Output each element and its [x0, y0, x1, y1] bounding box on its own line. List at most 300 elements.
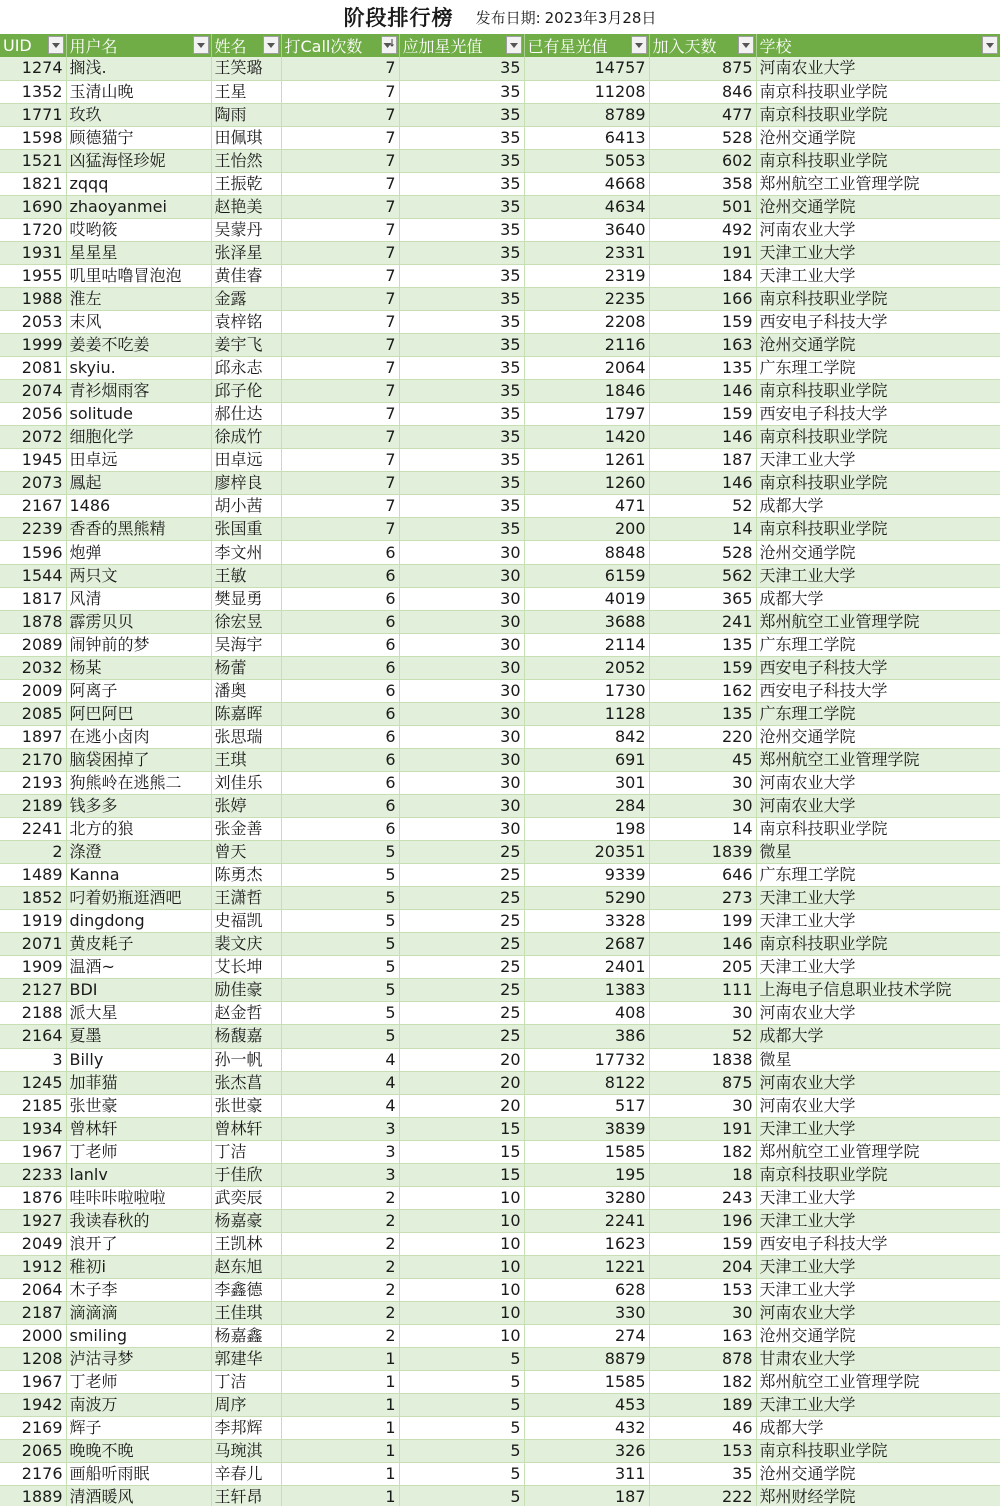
- table-row: [0, 1417, 1000, 1440]
- cell-star-total: 2241: [524, 1209, 649, 1232]
- cell-call-count: 7: [281, 518, 399, 541]
- cell-star-to-add: 5: [399, 1463, 524, 1486]
- cell-uid: 1988: [0, 287, 66, 310]
- cell-uid: 1690: [0, 195, 66, 218]
- filter-dropdown-icon[interactable]: [738, 36, 754, 54]
- cell-real-name: 潘奥: [211, 679, 281, 702]
- cell-school: 西安电子科技大学: [756, 403, 1000, 426]
- cell-star-to-add: 10: [399, 1325, 524, 1348]
- cell-real-name: 王笑璐: [211, 57, 281, 80]
- cell-star-to-add: 5: [399, 1371, 524, 1394]
- cell-uid: 1967: [0, 1371, 66, 1394]
- table-row: [0, 103, 1000, 126]
- table-row: [0, 334, 1000, 357]
- cell-school: 广东理工学院: [756, 633, 1000, 656]
- cell-school: 天津工业大学: [756, 1394, 1000, 1417]
- cell-uid: 3: [0, 1048, 66, 1071]
- cell-star-to-add: 30: [399, 702, 524, 725]
- cell-school: 南京科技职业学院: [756, 933, 1000, 956]
- cell-star-to-add: 25: [399, 887, 524, 910]
- cell-star-total: 284: [524, 795, 649, 818]
- table-row: [0, 748, 1000, 771]
- sort-descending-filter-icon[interactable]: [381, 36, 397, 54]
- cell-username: 风清: [66, 587, 211, 610]
- cell-star-to-add: 5: [399, 1486, 524, 1506]
- cell-call-count: 7: [281, 472, 399, 495]
- cell-call-count: 1: [281, 1440, 399, 1463]
- cell-star-to-add: 35: [399, 172, 524, 195]
- cell-school: 成都大学: [756, 1025, 1000, 1048]
- cell-uid: 2053: [0, 311, 66, 334]
- cell-username: 玉清山晚: [66, 80, 211, 103]
- cell-call-count: 7: [281, 172, 399, 195]
- filter-dropdown-icon[interactable]: [982, 36, 998, 54]
- cell-star-to-add: 35: [399, 334, 524, 357]
- table-row: [0, 1209, 1000, 1232]
- cell-username: 顾德猫宁: [66, 126, 211, 149]
- cell-real-name: 赵东旭: [211, 1255, 281, 1278]
- table-row: [0, 725, 1000, 748]
- cell-days-joined: 111: [649, 979, 756, 1002]
- cell-star-to-add: 35: [399, 126, 524, 149]
- cell-days-joined: 365: [649, 587, 756, 610]
- column-header-label: 姓名: [214, 37, 247, 56]
- table-row: [0, 1002, 1000, 1025]
- cell-days-joined: 222: [649, 1486, 756, 1506]
- cell-real-name: 邱永志: [211, 357, 281, 380]
- cell-call-count: 1: [281, 1486, 399, 1506]
- cell-real-name: 刘佳乐: [211, 771, 281, 794]
- cell-star-to-add: 30: [399, 587, 524, 610]
- cell-call-count: 2: [281, 1325, 399, 1348]
- cell-school: 西安电子科技大学: [756, 679, 1000, 702]
- cell-star-total: 187: [524, 1486, 649, 1506]
- table-row: [0, 887, 1000, 910]
- cell-days-joined: 52: [649, 1025, 756, 1048]
- cell-username: 晚晚不晚: [66, 1440, 211, 1463]
- cell-real-name: 李文州: [211, 541, 281, 564]
- cell-star-to-add: 35: [399, 449, 524, 472]
- cell-call-count: 6: [281, 633, 399, 656]
- cell-call-count: 6: [281, 541, 399, 564]
- cell-school: 广东理工学院: [756, 702, 1000, 725]
- cell-uid: 2189: [0, 795, 66, 818]
- cell-star-total: 2319: [524, 264, 649, 287]
- cell-star-total: 8122: [524, 1071, 649, 1094]
- cell-real-name: 陈嘉晖: [211, 702, 281, 725]
- cell-days-joined: 159: [649, 403, 756, 426]
- cell-uid: 1274: [0, 57, 66, 80]
- table-row: [0, 149, 1000, 172]
- cell-days-joined: 30: [649, 1302, 756, 1325]
- cell-days-joined: 18: [649, 1163, 756, 1186]
- column-header-label: 打Call次数: [284, 37, 363, 56]
- table-row: [0, 518, 1000, 541]
- publish-date-label: 发布日期:: [475, 8, 541, 27]
- cell-school: 西安电子科技大学: [756, 656, 1000, 679]
- cell-star-to-add: 30: [399, 610, 524, 633]
- cell-uid: 1927: [0, 1209, 66, 1232]
- cell-school: 河南农业大学: [756, 771, 1000, 794]
- cell-call-count: 7: [281, 311, 399, 334]
- cell-uid: 1852: [0, 887, 66, 910]
- cell-username: 加菲猫: [66, 1071, 211, 1094]
- cell-call-count: 4: [281, 1094, 399, 1117]
- cell-star-to-add: 10: [399, 1186, 524, 1209]
- cell-uid: 1934: [0, 1117, 66, 1140]
- cell-school: 天津工业大学: [756, 1209, 1000, 1232]
- cell-days-joined: 30: [649, 771, 756, 794]
- cell-days-joined: 153: [649, 1278, 756, 1301]
- table-row: [0, 1302, 1000, 1325]
- cell-username: 北方的狼: [66, 818, 211, 841]
- cell-school: 南京科技职业学院: [756, 1440, 1000, 1463]
- cell-days-joined: 146: [649, 426, 756, 449]
- cell-days-joined: 184: [649, 264, 756, 287]
- cell-star-total: 1383: [524, 979, 649, 1002]
- cell-username: zhaoyanmei: [66, 195, 211, 218]
- cell-username: BDI: [66, 979, 211, 1002]
- cell-star-to-add: 35: [399, 287, 524, 310]
- cell-star-to-add: 5: [399, 1417, 524, 1440]
- cell-username: Billy: [66, 1048, 211, 1071]
- cell-days-joined: 241: [649, 610, 756, 633]
- cell-username: 木子李: [66, 1278, 211, 1301]
- cell-days-joined: 273: [649, 887, 756, 910]
- cell-days-joined: 135: [649, 357, 756, 380]
- column-header-label: 已有星光值: [527, 37, 608, 56]
- cell-star-to-add: 25: [399, 956, 524, 979]
- cell-star-total: 2114: [524, 633, 649, 656]
- cell-uid: 1544: [0, 564, 66, 587]
- cell-username: 钱多多: [66, 795, 211, 818]
- table-row: [0, 287, 1000, 310]
- cell-username: 姜姜不吃姜: [66, 334, 211, 357]
- cell-username: solitude: [66, 403, 211, 426]
- cell-days-joined: 358: [649, 172, 756, 195]
- cell-school: 南京科技职业学院: [756, 472, 1000, 495]
- table-row: [0, 449, 1000, 472]
- table-row: [0, 1232, 1000, 1255]
- cell-star-total: 1623: [524, 1232, 649, 1255]
- cell-uid: 2032: [0, 656, 66, 679]
- cell-star-total: 20351: [524, 841, 649, 864]
- table-row: [0, 771, 1000, 794]
- cell-uid: 1596: [0, 541, 66, 564]
- cell-school: 河南农业大学: [756, 57, 1000, 80]
- cell-school: 天津工业大学: [756, 910, 1000, 933]
- cell-username: 哇咔咔啦啦啦: [66, 1186, 211, 1209]
- cell-star-total: 1420: [524, 426, 649, 449]
- cell-star-total: 1261: [524, 449, 649, 472]
- cell-real-name: 吴蒙丹: [211, 218, 281, 241]
- cell-star-total: 2052: [524, 656, 649, 679]
- cell-days-joined: 163: [649, 1325, 756, 1348]
- cell-days-joined: 875: [649, 1071, 756, 1094]
- cell-uid: 1598: [0, 126, 66, 149]
- column-header-label: 用户名: [69, 37, 118, 56]
- column-header-call-count: [281, 34, 399, 57]
- cell-star-total: 1797: [524, 403, 649, 426]
- table-row: [0, 264, 1000, 287]
- cell-uid: 2170: [0, 748, 66, 771]
- cell-school: 河南农业大学: [756, 1071, 1000, 1094]
- cell-school: 沧州交通学院: [756, 1463, 1000, 1486]
- cell-username: 南波万: [66, 1394, 211, 1417]
- cell-uid: 1878: [0, 610, 66, 633]
- filter-dropdown-icon[interactable]: [631, 36, 647, 54]
- cell-uid: 1945: [0, 449, 66, 472]
- cell-star-to-add: 10: [399, 1278, 524, 1301]
- table-row: [0, 218, 1000, 241]
- cell-uid: 1942: [0, 1394, 66, 1417]
- cell-school: 沧州交通学院: [756, 334, 1000, 357]
- cell-star-to-add: 15: [399, 1117, 524, 1140]
- cell-username: skyiu.: [66, 357, 211, 380]
- cell-star-to-add: 35: [399, 380, 524, 403]
- cell-school: 郑州航空工业管理学院: [756, 1140, 1000, 1163]
- table-row: [0, 1140, 1000, 1163]
- cell-username: smiling: [66, 1325, 211, 1348]
- cell-real-name: 金露: [211, 287, 281, 310]
- cell-call-count: 6: [281, 748, 399, 771]
- table-row: [0, 1463, 1000, 1486]
- cell-school: 西安电子科技大学: [756, 1232, 1000, 1255]
- cell-school: 南京科技职业学院: [756, 149, 1000, 172]
- cell-real-name: 吴海宇: [211, 633, 281, 656]
- cell-school: 天津工业大学: [756, 1255, 1000, 1278]
- cell-call-count: 2: [281, 1186, 399, 1209]
- cell-star-to-add: 35: [399, 57, 524, 80]
- cell-school: 河南农业大学: [756, 1002, 1000, 1025]
- cell-uid: 1919: [0, 910, 66, 933]
- cell-uid: 2233: [0, 1163, 66, 1186]
- cell-real-name: 郝仕达: [211, 403, 281, 426]
- cell-username: 阿巴阿巴: [66, 702, 211, 725]
- table-row: [0, 1348, 1000, 1371]
- cell-school: 天津工业大学: [756, 564, 1000, 587]
- cell-real-name: 马琬淇: [211, 1440, 281, 1463]
- cell-star-to-add: 35: [399, 518, 524, 541]
- cell-call-count: 5: [281, 933, 399, 956]
- cell-star-total: 691: [524, 748, 649, 771]
- cell-username: 泸沽寻梦: [66, 1348, 211, 1371]
- cell-real-name: 王敏: [211, 564, 281, 587]
- cell-uid: 1771: [0, 103, 66, 126]
- cell-school: 南京科技职业学院: [756, 380, 1000, 403]
- cell-days-joined: 243: [649, 1186, 756, 1209]
- cell-real-name: 杨嘉鑫: [211, 1325, 281, 1348]
- table-row: [0, 610, 1000, 633]
- cell-uid: 1876: [0, 1186, 66, 1209]
- cell-star-to-add: 25: [399, 864, 524, 887]
- cell-call-count: 2: [281, 1232, 399, 1255]
- cell-uid: 2: [0, 841, 66, 864]
- table-row: [0, 1325, 1000, 1348]
- cell-school: 郑州航空工业管理学院: [756, 1371, 1000, 1394]
- cell-real-name: 张思瑞: [211, 725, 281, 748]
- cell-uid: 1521: [0, 149, 66, 172]
- cell-school: 河南农业大学: [756, 1094, 1000, 1117]
- cell-school: 广东理工学院: [756, 864, 1000, 887]
- cell-star-to-add: 30: [399, 748, 524, 771]
- cell-real-name: 李鑫德: [211, 1278, 281, 1301]
- cell-star-to-add: 10: [399, 1209, 524, 1232]
- cell-real-name: 廖梓良: [211, 472, 281, 495]
- cell-star-total: 1260: [524, 472, 649, 495]
- cell-days-joined: 45: [649, 748, 756, 771]
- table-row: [0, 1394, 1000, 1417]
- cell-days-joined: 205: [649, 956, 756, 979]
- cell-call-count: 1: [281, 1417, 399, 1440]
- cell-star-to-add: 35: [399, 218, 524, 241]
- cell-username: 叽里咕噜冒泡泡: [66, 264, 211, 287]
- cell-days-joined: 204: [649, 1255, 756, 1278]
- cell-call-count: 1: [281, 1463, 399, 1486]
- cell-star-total: 8848: [524, 541, 649, 564]
- cell-username: 张世豪: [66, 1094, 211, 1117]
- cell-star-total: 2064: [524, 357, 649, 380]
- cell-uid: 2127: [0, 979, 66, 1002]
- cell-school: 郑州航空工业管理学院: [756, 172, 1000, 195]
- cell-username: 我读春秋的: [66, 1209, 211, 1232]
- cell-real-name: 张泽星: [211, 241, 281, 264]
- cell-username: 淮左: [66, 287, 211, 310]
- cell-username: 鳳起: [66, 472, 211, 495]
- cell-real-name: 王怡然: [211, 149, 281, 172]
- cell-username: zqqq: [66, 172, 211, 195]
- cell-star-to-add: 30: [399, 541, 524, 564]
- cell-call-count: 7: [281, 357, 399, 380]
- cell-call-count: 7: [281, 334, 399, 357]
- cell-uid: 2049: [0, 1232, 66, 1255]
- table-row: [0, 1048, 1000, 1071]
- cell-uid: 2164: [0, 1025, 66, 1048]
- cell-school: 郑州航空工业管理学院: [756, 610, 1000, 633]
- cell-school: 沧州交通学院: [756, 1325, 1000, 1348]
- table-row: [0, 956, 1000, 979]
- cell-username: 滴滴滴: [66, 1302, 211, 1325]
- cell-star-total: 8789: [524, 103, 649, 126]
- cell-star-total: 301: [524, 771, 649, 794]
- cell-school: 南京科技职业学院: [756, 1163, 1000, 1186]
- cell-days-joined: 153: [649, 1440, 756, 1463]
- cell-real-name: 田卓远: [211, 449, 281, 472]
- cell-call-count: 6: [281, 771, 399, 794]
- cell-days-joined: 477: [649, 103, 756, 126]
- cell-star-to-add: 10: [399, 1232, 524, 1255]
- cell-school: 成都大学: [756, 495, 1000, 518]
- cell-username: 末风: [66, 311, 211, 334]
- filter-dropdown-icon[interactable]: [48, 36, 64, 54]
- cell-uid: 2176: [0, 1463, 66, 1486]
- table-row: [0, 587, 1000, 610]
- cell-real-name: 杨馥嘉: [211, 1025, 281, 1048]
- cell-real-name: 李邦辉: [211, 1417, 281, 1440]
- header-row: [0, 34, 1000, 57]
- cell-username: lanlv: [66, 1163, 211, 1186]
- column-header-real-name: [211, 34, 281, 57]
- cell-star-total: 3839: [524, 1117, 649, 1140]
- cell-star-to-add: 35: [399, 403, 524, 426]
- table-row: [0, 564, 1000, 587]
- table-row: [0, 195, 1000, 218]
- cell-star-to-add: 30: [399, 679, 524, 702]
- cell-username: 凶猛海怪珍妮: [66, 149, 211, 172]
- cell-uid: 2081: [0, 357, 66, 380]
- cell-call-count: 3: [281, 1140, 399, 1163]
- cell-call-count: 5: [281, 979, 399, 1002]
- cell-call-count: 5: [281, 1025, 399, 1048]
- cell-star-to-add: 35: [399, 426, 524, 449]
- table-row: [0, 679, 1000, 702]
- cell-real-name: 史福凯: [211, 910, 281, 933]
- cell-star-total: 2687: [524, 933, 649, 956]
- cell-days-joined: 159: [649, 311, 756, 334]
- cell-star-total: 274: [524, 1325, 649, 1348]
- filter-dropdown-icon[interactable]: [193, 36, 209, 54]
- cell-days-joined: 875: [649, 57, 756, 80]
- table-row: [0, 864, 1000, 887]
- cell-star-to-add: 25: [399, 979, 524, 1002]
- cell-star-total: 1585: [524, 1371, 649, 1394]
- cell-real-name: 邱子伦: [211, 380, 281, 403]
- cell-call-count: 2: [281, 1255, 399, 1278]
- cell-uid: 2167: [0, 495, 66, 518]
- table-row: [0, 1440, 1000, 1463]
- cell-school: 成都大学: [756, 1417, 1000, 1440]
- cell-days-joined: 191: [649, 1117, 756, 1140]
- cell-school: 南京科技职业学院: [756, 80, 1000, 103]
- cell-star-to-add: 35: [399, 195, 524, 218]
- cell-call-count: 5: [281, 1002, 399, 1025]
- cell-star-to-add: 35: [399, 103, 524, 126]
- cell-days-joined: 52: [649, 495, 756, 518]
- cell-real-name: 励佳豪: [211, 979, 281, 1002]
- cell-uid: 1897: [0, 725, 66, 748]
- cell-star-to-add: 30: [399, 818, 524, 841]
- table-row: [0, 1486, 1000, 1506]
- table-row: [0, 1278, 1000, 1301]
- table-row: [0, 702, 1000, 725]
- cell-uid: 2000: [0, 1325, 66, 1348]
- filter-dropdown-icon[interactable]: [506, 36, 522, 54]
- cell-star-total: 408: [524, 1002, 649, 1025]
- cell-uid: 1817: [0, 587, 66, 610]
- cell-username: 辉子: [66, 1417, 211, 1440]
- table-row: [0, 1255, 1000, 1278]
- column-header-username: [66, 34, 211, 57]
- cell-call-count: 7: [281, 287, 399, 310]
- cell-uid: 1967: [0, 1140, 66, 1163]
- cell-school: 河南农业大学: [756, 795, 1000, 818]
- cell-star-total: 1221: [524, 1255, 649, 1278]
- cell-days-joined: 878: [649, 1348, 756, 1371]
- cell-star-to-add: 10: [399, 1302, 524, 1325]
- table-row: [0, 1071, 1000, 1094]
- cell-school: 南京科技职业学院: [756, 818, 1000, 841]
- filter-dropdown-icon[interactable]: [263, 36, 279, 54]
- cell-star-to-add: 25: [399, 1025, 524, 1048]
- cell-real-name: 张世豪: [211, 1094, 281, 1117]
- cell-school: 沧州交通学院: [756, 126, 1000, 149]
- cell-days-joined: 135: [649, 633, 756, 656]
- cell-call-count: 6: [281, 656, 399, 679]
- cell-username: 杨某: [66, 656, 211, 679]
- cell-star-total: 2116: [524, 334, 649, 357]
- cell-real-name: 王轩昂: [211, 1486, 281, 1506]
- column-header-label: 应加星光值: [402, 37, 483, 56]
